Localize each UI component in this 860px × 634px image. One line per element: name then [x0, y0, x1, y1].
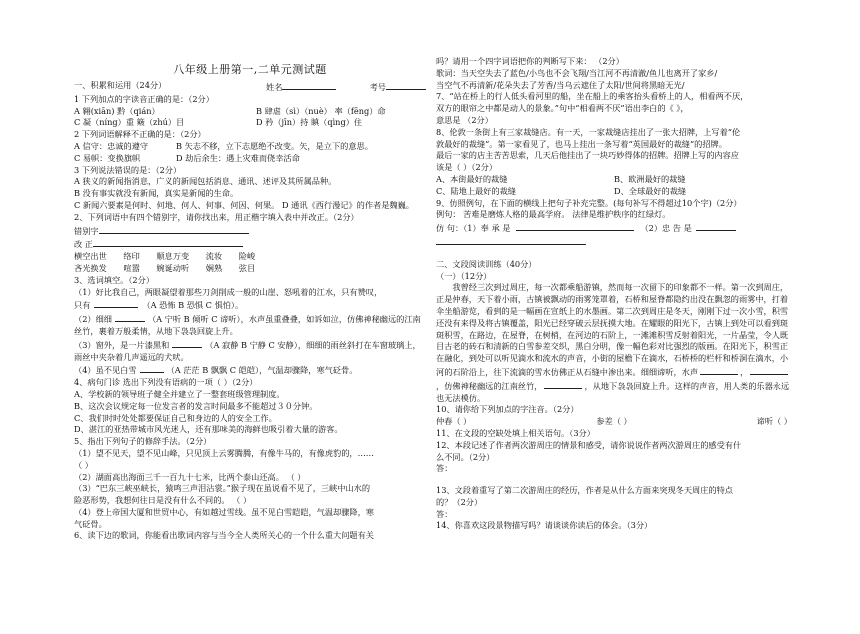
q8r-line3: 最后一家的店主苦苦思索，几天后他挂出了一块巧妙得体的招牌。招牌上写的内容应 [436, 150, 739, 161]
q7-item4-line1: （4）登上帝国大厦和世贸中心，有如越过雪线。虽不见白雪皑皑，气温却骤降，寒 [74, 506, 374, 517]
q8r-options-cd [436, 186, 792, 198]
q4-wrong-field[interactable] [99, 224, 249, 234]
q6-stem: 4、病句门诊 选出下列没有语病的一项（ ）（2分） [74, 377, 258, 388]
q5-item4-blank[interactable] [140, 363, 164, 373]
q4-fix-field[interactable] [93, 237, 243, 247]
q4-word: 喧嚣 [123, 262, 140, 273]
q5-item1-choices: （A 恐怖 B 恐惧 C 惧怕）。 [142, 300, 244, 311]
q2-options-cd [74, 153, 426, 165]
q1-options-ab [74, 106, 426, 118]
q4-word: 络印 [123, 251, 140, 262]
q4-wrong-label: 错别字 [74, 225, 99, 236]
q12-answer[interactable]: 答： [436, 463, 453, 474]
passage-blank2[interactable] [750, 365, 788, 375]
q10-word[interactable]: 参差（ ） [596, 416, 632, 427]
q4-words-row2 [74, 263, 426, 275]
q5-item2-prefix: （2）细细 [74, 314, 112, 325]
q1-option-a: A 翱(xiān) 黔（qián） [74, 105, 160, 116]
q9-imitation-blank2[interactable] [696, 221, 736, 231]
q1-options-cd [74, 117, 426, 129]
q13-stem-line2: 的？（2分） [436, 496, 483, 507]
q9-imitation-row [436, 221, 792, 235]
right-column [436, 56, 792, 532]
q4-words-row1 [74, 251, 426, 263]
q9-stem: 9、仿照例句，在下面的横线上把句子补充完整。(每句补写不得超过10个字)（2分） [436, 197, 742, 208]
q8r-option-a: A、本街最好的裁缝 [436, 173, 508, 184]
q5-item1-line1: （1）好比我自己，两眼凝望着那些刀剑削成一般的山崖、怒吼着的江水，只有赞叹， [74, 286, 383, 297]
q5-item3 [74, 338, 426, 364]
passage-body: 我曾经三次到过周庄，每一次都乘船游镇，然而每一次留下的印象都不一样。第一次到周庄，正是仲春，天下着小雨，古镇被飘动的雨雾笼罩着，石桥和屋脊都隐约出没在飘忽的雨雾中，打着伞坐船游览，看到的是一幅画在宣纸上的水墨画。第二次到周庄是冬天，刚刚下过一次小雪，积雪还没有来得及将古镇覆盖，阳光已经穿破云层抚摸大地。在耀眼的阳光下，古镇上到处可以看到斑斑积雪，在路边，在屋脊，在树梢，在河边的石阶上，一滩滩积雪反射着阳光，一片晶莹，令人既目古老的砖石和清新的白雪参差交织，黑白分明，像一幅色彩对比强烈的版画。在阳光下，积雪正在融化，到处可以听见滴水和流水的声音，小街的屋檐下在滴水，石桥桥的栏杆和桥洞在滴水，小河的石阶沿上，往下流滴的雪水仿佛正从石缝中渗出来。细细谛听，水声 [436, 282, 789, 377]
q5-stem: 3、选词填空。（2分） [74, 274, 155, 285]
q2-stem: 2 下列词语解释不正确的是：（2分） [74, 129, 206, 140]
q8r-line2: 敦最好的裁缝”。第一家看见了，也马上挂出一条写着“英国最好的裁缝”的招牌。 [436, 138, 727, 149]
q6-option-a: A、学校新的领导班子健全并建立了一整套班级管理制度。 [74, 388, 285, 399]
q12-stem-line1: 12、本段记述了作者两次游周庄的情景和感受，请你说说作者两次游周庄的感受有什 [436, 439, 742, 450]
q5-item2 [74, 312, 426, 338]
q5-item2-choices: （A 宁听 B 倾听 C 谛听），水声虽重叠叠，如诉如泣，仿佛神秘幽远的江南丝竹，裹着万般柔情，从地下袅袅回旋上升。 [74, 314, 421, 336]
id-label: 考号 [369, 82, 386, 92]
q9-imitation-row2 [436, 235, 792, 249]
q3-option-cd: C 新闻六要素是何时、何地、何人、何事、何因、何果。 D 通讯《西行漫记》的作者是魏巍。 [74, 199, 414, 210]
q1-option-c: C 凝（níng）重 簸（zhú）目 [74, 117, 185, 128]
q4-word: 娴熟 [205, 262, 223, 273]
q4-word: 弦目 [238, 262, 256, 273]
q5-item2-blank[interactable] [115, 312, 145, 322]
q1-option-b: B 肆虐（sì）（nuè） 率（fēng）命 [256, 105, 386, 116]
q2-options-ab [74, 141, 426, 153]
lyrics-line2: 当空气不再清新/花朵失去了芳香/当乌云遮住了太阳/世间将黑暗无光/ [436, 79, 685, 90]
q2-option-a: A 信守：忠诚的遵守 [74, 140, 149, 151]
q7-item4-line2: 气砭骨。 [74, 518, 107, 529]
q4-word: 横空出世 [74, 251, 107, 262]
q5-item1-line2 [74, 298, 426, 312]
q1-option-d: D 矜（jīn）持 瞋（qìng）住 [256, 117, 363, 128]
q9-imitation-blank3[interactable] [436, 235, 586, 245]
q4-word: 顺息万变 [156, 251, 190, 262]
id-field[interactable] [386, 80, 426, 90]
q10-stem: 10、请你给下列加点的字注音。（2分） [436, 404, 579, 415]
header-row [74, 80, 426, 94]
q4-word: 婉诞动听 [156, 262, 190, 273]
q13-stem-line1: 13、文段着重写了第二次游周庄的经历，作者是从什么方面来突现冬天周庄的特点 [436, 485, 733, 496]
q12-stem-line2: 么不同。（2分） [436, 451, 495, 462]
q10-words [436, 416, 792, 428]
q9-imitation-label2: （2）忠 告 是 [640, 223, 692, 234]
q4-word: 险峻 [238, 251, 256, 262]
lyrics-line1: 歌词：当天空失去了蓝色/小鸟也不会飞翔/当江河不再清澈/鱼儿也离开了家乡/ [436, 67, 718, 78]
q8r-option-b: B、欧洲最好的裁缝 [614, 173, 686, 184]
q8r-options-ab [436, 174, 792, 186]
q10-word[interactable]: 谛听（ ） [756, 416, 792, 427]
q9-imitation-label1: 仿 句：（1）奉 承 是 [436, 223, 511, 234]
passage-blank3[interactable] [544, 379, 582, 389]
q4-word: 吝光换发 [74, 262, 107, 273]
q13-answer[interactable]: 答： [436, 508, 453, 519]
left-column [74, 62, 426, 542]
q7r-line1: 7、“站在桥上的行人低头看河里的船，坐在船上的乘客抬头看桥上的人，相看两不厌， [436, 91, 749, 102]
q7-stem: 5、指出下列句子的修辞手法。（2分） [74, 436, 212, 447]
passage-blank1[interactable] [700, 365, 738, 375]
q7-item3-line1: （3）“巴东三峡巫峡长，猿鸣三声泪沾裳。”猴子现在虽说看不见了，三峡中山水的 [74, 483, 371, 494]
section2-sub1: （一）（12分） [436, 270, 492, 281]
section1-heading: 一、积累和运用（24分） [74, 80, 167, 90]
q5-item3-prefix: （3）窗外，是一片漆黑和 [74, 339, 170, 350]
q14-stem: 14、你喜欢这段景物描写吗？请谈谈你读后的体会。（3分） [436, 520, 653, 531]
q5-item1-prefix: 只有 [74, 300, 91, 311]
q3-option-b: B 没有事实就没有新闻，真实是新闻的生命。 [74, 188, 239, 199]
q8r-line4: 该是（ ）（2分） [436, 162, 498, 173]
q5-item4-prefix: （4）虽不见白雪 [74, 365, 137, 376]
name-field[interactable] [282, 80, 336, 90]
q7-item2: （2）湖面高出海面三千一百九十七米，比两个泰山还高。 （ ） [74, 471, 306, 482]
q7r-line2: 双方的眼帘之中都是动人的景象。”句中“相看两不厌”语出李白的《 》， [436, 103, 689, 114]
q9-example: 例句： 苦难是磨炼人格的最高学府。 法律是维护秩序的红绿灯。 [436, 209, 671, 220]
name-label: 姓名 [266, 82, 283, 92]
q5-item4 [74, 363, 426, 377]
q4-stem: 2、下列词语中有四个错别字，请你找出来，用正楷字填入表中并改正。（2分） [74, 211, 359, 222]
q6-option-c: C、我们时时处处都要保证自己和身边的人的安全工作。 [74, 412, 277, 423]
q2-option-c: C 易帜：变换旗帜 [74, 152, 141, 163]
q7-item1: （1）望不见天，望不见山峰，只见顶上云雾腾腾，有像牛马的，有像虎豹的，…… [74, 447, 374, 458]
q8r-option-c: C、陆地上最好的裁缝 [436, 185, 516, 196]
q9-imitation-blank1[interactable] [516, 221, 634, 231]
q6-option-b: B、这次会议规定每一位发言者的发言时间最多不能超过３０分钟。 [74, 400, 318, 411]
q7-item1-answer[interactable]: （ ） [74, 459, 93, 470]
q5-item3-choices: （A 寂静 B 宁静 C 安静），细细的雨丝斜打在车窗玻璃上，雨丝中夹杂着几声遥远的犬吠。 [74, 339, 421, 362]
q6-option-d: D、湛江的亚热带城市风光迷人，还有那味美的海鲜也吸引着大量的游客。 [74, 424, 343, 435]
name-id-fields [266, 80, 426, 94]
q4-wrong-row [74, 224, 426, 238]
q4-word: 流妆 [205, 251, 223, 262]
q8-stem: 6、读下边的歌词，你能看出歌词内容与当今全人类所关心的一个什么重大问题有关 [74, 530, 374, 541]
q7-item3-line2: 险恶形势，我想何往日是没有什么不同的。 （ ） [74, 495, 252, 506]
q8-continued: 吗？请用一个四字词语把你的判断写下来： （2分） [436, 56, 624, 66]
q8r-option-d: D、全球最好的裁缝 [614, 185, 687, 196]
reading-passage: 我曾经三次到过周庄，每一次都乘船游镇，然而每一次留下的印象都不一样。第一次到周庄，正是仲春，天下着小雨，古镇被飘动的雨雾笼罩着，石桥和屋脊都隐约出没在飘忽的雨雾中，打着伞坐船游览，看到的是一幅画在宣纸上的水墨画。第二次到周庄是冬天，刚刚下过一次小雪，积雪还没有来得及将古镇覆盖，阳光已经穿破云层抚摸大地。在耀眼的阳光下，古镇上到处可以看到斑斑积雪，在路边，在屋脊，在树梢，在河边的石阶上，一滩滩积雪反射着阳光，一片晶莹，令人既目古老的砖石和清新的白雪参差交织，黑白分明，像一幅色彩对比强烈的版画。在阳光下，积雪正在融化，到处可以听见滴水和流水的声音，小街的屋檐下在滴水，石桥桥的栏杆和桥洞在滴水，小河的石阶沿上，往下流滴的雪水仿佛正从石缝中渗出来。细细谛听，水声 ，，仿佛神秘幽远的江南丝竹， ，从地下袅袅回旋上升。这样的声音，用人类的乐器永远也无法模仿。 [436, 282, 790, 403]
section2-heading: 二、文段阅读训练（40分） [436, 258, 537, 269]
q2-option-b: B 矢志不移，立下志愿绝不改变。矢，是立下的意思。 [176, 140, 373, 151]
q7r-line3: 意思是 （2分） [436, 114, 493, 125]
q8r-line1: 8、伦敦一条街上有三家裁缝店。有一天，一家裁缝店挂出了一张大招牌，上写着“伦 [436, 126, 741, 137]
q5-item1-blank[interactable] [94, 298, 138, 308]
q1-stem: 1 下列加点的字读音正确的是：（2分） [74, 93, 214, 104]
q10-word[interactable]: 仲春（ ） [436, 416, 472, 427]
q11-stem: 11、在文段的空缺处填上相关语句。（3分） [436, 427, 595, 438]
exam-title: 八年级上册第一,二单元测试题 [173, 63, 327, 76]
q5-item4-choices: （A 茫茫 B 飘飘 C 皑皑），气温却骤降，寒气砭骨。 [166, 365, 358, 376]
q4-fix-row [74, 237, 426, 251]
q3-stem: 3 下列说法错误的是：（2分） [74, 164, 182, 175]
passage-tail: ，仿佛神秘幽远的江南丝竹， [436, 380, 543, 391]
q2-option-d: D 劫后余生：遇上灾难而侥幸活命 [176, 152, 300, 163]
passage-end: ，从地下袅袅回旋上升。这样的声音，用人类的乐器永远也无法模仿。 [436, 380, 790, 403]
q5-item3-blank[interactable] [172, 338, 202, 348]
q4-fix-label: 改 正 [74, 239, 93, 250]
q3-option-a: A 狭义的新闻指消息，广义的新闻包括消息、通讯、述评及其所属品种。 [74, 176, 337, 187]
